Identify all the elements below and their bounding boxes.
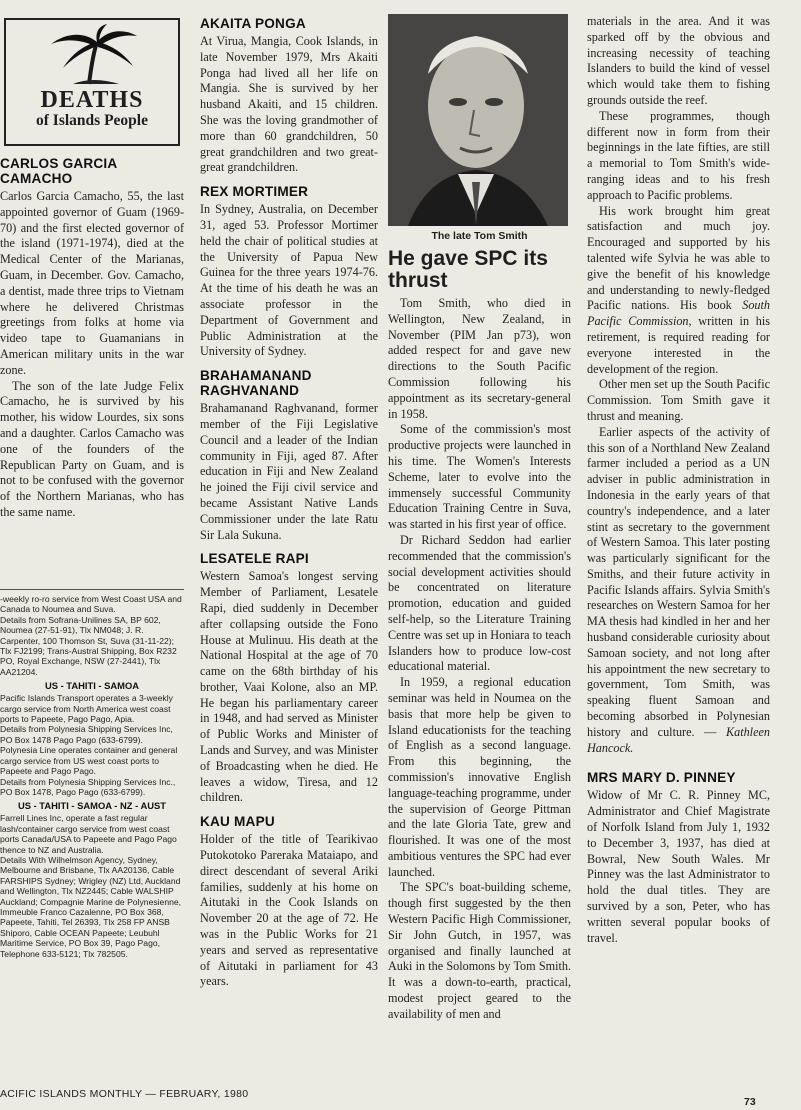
shipping-text: Details from Polynesia Shipping Services Inc., PO Box 1478, Pago Pago (633-6799). — [0, 776, 176, 797]
obituary-heading: KAU MAPU — [200, 814, 275, 830]
article-paragraph: Dr Richard Seddon had earlier recommended that the commission's social development activities should be concentrated on literature promotion, education and guided self-help, so the Literature Training Centre was set up in Honiara to teach Islanders how to produce low-cost educational material. — [388, 532, 571, 674]
obituary-paragraph: At Virua, Mangia, Cook Islands, in late November 1979, Mrs Akaiti Ponga had lived all her life on Mangia. She is survived by her husband Akaiti, and 15 children. She was the loving grandmother of more than 60 grandchildren, 50 great grandchildren and two great-great grandchildren. — [200, 34, 378, 175]
article-paragraph: The SPC's boat-building scheme, though first suggested by the then Western Pacific High Commissioner, Sir John Gutch, in 1957, was organised and finally launched at Auki in the Solomons by Tom Smith. It was a down-to-earth, practical, modest project geared to the availability of men and — [388, 880, 571, 1021]
article-paragraph: These programmes, though different now in form from their beginnings in the late fifties, are still a memorial to Tom Smith's wide-ranging ideas and to his fresh approach to Pacific problems. — [587, 108, 770, 202]
shipping-text: Farrell Lines Inc, operate a fast regular lash/container cargo service from west coast ports Canada/USA to Papeete and Pago Pago thence to NZ and Australia. — [0, 813, 177, 855]
column-4 — [587, 14, 770, 946]
page-number: 73 — [744, 1096, 756, 1108]
article-paragraph: In 1959, a regional education seminar was held in Noumea on the basis that more help be given to Island educationists for the teaching of English as a second language. From this beginning, the commission's innovative English language-teaching programme, under the supervision of George Pittman and the late Gloria Tate, grew and flourished. It was one of the most ambitious ventures the SPC had ever launched. — [388, 675, 571, 879]
shipping-text: Polynesia Line operates container and general cargo service from US west coast ports to Papeete and Pago Pago. — [0, 745, 178, 777]
article-paragraph — [587, 204, 770, 378]
deaths-subtitle: of Islands People — [36, 112, 148, 129]
obituary-paragraph: Widow of Mr C. R. Pinney MC, Administrator and Chief Magistrate of Norfolk Island from July 1, 1932 to December 3, 1937, has died at Bowral, New South Wales. Mr Pinney was the last Administrator to hold the dual titles. They are survived by a son, Peter, who has written several popular books of travel. — [587, 788, 770, 945]
obituary-paragraph: In Sydney, Australia, on December 31, aged 53. Professor Mortimer held the chair of political studies at the University of Papua New Guinea for the three years 1974-76. At the time of his death he was an associate professor in the Department of Government and Public Administration at the University of Sydney. — [200, 202, 378, 359]
page-footer-masthead: ACIFIC ISLANDS MONTHLY — FEBRUARY, 1980 — [0, 1088, 249, 1100]
article-author: Kathleen Hancock. — [587, 724, 770, 755]
column-1 — [0, 14, 184, 959]
deaths-title: DEATHS — [40, 87, 144, 113]
obituary-paragraph: The son of the late Judge Felix Camacho, he is survived by his mother, his widow Lourdes, six sons and a daughter. Carlos Camacho was one of the founders of the Republican Party on Guam, and is not to be confused with the governor of the Northern Marianas, who has the same name. — [0, 378, 184, 519]
obituary-paragraph: Carlos Garcia Camacho, 55, the last appointed governor of Guam (1969-70) and the first elected governor of the island (1971-1974), died at the Medical Center of the Marianas, Guam, in December. Gov. Camacho, a dentist, made three trips to Vietnam where he delivered Christmas greetings from folks at home via video tape to Guamanians in American military units in the war zone. — [0, 189, 184, 377]
shipping-heading: US - TAHITI - SAMOA - NZ - AUST — [17, 800, 167, 812]
article-paragraph: materials in the area. And it was sparked off by the obvious and increasing necessity of teaching Islanders to build the kind of vessel which would take them to fishing grounds outside the reef. — [587, 14, 770, 107]
article-text: His work brought him great satisfaction and much joy. Encouraged and supported by his talented wife Sylvia he was able to give the benefit of his knowledge and understanding to newly-fledged Pacific nations. His book — [587, 203, 770, 313]
article-headline: He gave SPC its thrust — [388, 247, 548, 292]
obituary-paragraph: Brahamanand Raghvanand, former member of the Fiji Legislative Council and a leader of the Indian community in Fiji, aged 87. After education in Fiji and New Zealand he joined the Fiji civil service and became Assistant Native Lands Commissioner under the late Ratu Sir Lala Sukuna. — [200, 401, 378, 542]
photo-caption: The late Tom Smith — [431, 230, 528, 242]
column-2 — [200, 14, 378, 990]
shipping-text: Pacific Islands Transport operates a 3-weekly cargo service from North America west coast ports to Papeete, Pago Pago, Apia. — [0, 693, 173, 725]
article-paragraph — [587, 425, 770, 757]
portrait-image — [388, 14, 568, 226]
shipping-text: -weekly ro-ro service from West Coast USA and Canada to Noumea and Suva. — [0, 594, 182, 615]
column-3 — [388, 14, 571, 1023]
obituary-heading: BRAHAMANAND RAGHVANAND — [200, 368, 312, 399]
obituary-heading: CARLOS GARCIA CAMACHO — [0, 156, 117, 186]
obituary-paragraph: Holder of the title of Tearikivao Putokotoko Pareraka Mataiapo, and direct descendant of several Ariki families, suddenly at his home on Aitutaki in the Cook Islands on November 20 at the age of 72. He was in the Public Works for 21 years and served as representative of Aitutaki in parliament for 43 years. — [200, 832, 378, 989]
shipping-services-box — [0, 589, 184, 959]
shipping-text: Details from Sofrana-Unilines SA, BP 602, Noumea (27-51-91), Tlx NM048; J. R. Carpenter, 100 Thomson St, Suva (31-11-22); Tlx FJ2199; Trans-Austral Shipping, Box R232 PO, Royal Exchange, NSW (27-2441), Tlx AA21204. — [0, 614, 177, 677]
palm-tree-icon — [37, 24, 147, 86]
article-paragraph: Other men set up the South Pacific Commission. Tom Smith gave it thrust and meaning. — [587, 377, 770, 423]
obituary-heading: AKAITA PONGA — [200, 16, 306, 31]
article-text: , written in his retirement, is required reading for everyone interested in the development of the region. — [587, 314, 770, 376]
portrait-photo — [388, 14, 568, 226]
obituary-heading: LESATELE RAPI — [200, 551, 309, 567]
article-paragraph: Some of the commission's most productive projects were launched in his time. The Women's Interests Scheme, later to evolve into the immensely successful Community Education Training Centre in Suva, was started in his first year of office. — [388, 422, 571, 532]
shipping-text: Details from Polynesia Shipping Services Inc, PO Box 1478 Pago Pago (633-6799). — [0, 724, 173, 745]
article-paragraph: Tom Smith, who died in Wellington, New Zealand, in November (PIM Jan p73), won added respect for and gave new directions to the South Pacific Commission following his appointment as its secretary-general in 1958. — [388, 296, 571, 421]
shipping-text: Details With Wilhelmson Agency, Sydney, Melbourne and Brisbane, Tlx AA20136, Cable FARSHIPS Sydney; Wrigley (NZ) Ltd, Auckland and Wellington, Tlx NZ2445; Cable WALSHIP Auckland; Compagnie Marine de Polynesienne, Immeuble Franco Cazalenne, PO Box 368, Papeete, Tahiti, Tel 26393, Tlx 258 FP ANSB Shiporo, Cable OCEAN Papeete; Leubuhl Maritime Service, PO Box 39, Pago Pago, Telephone 633-5121; Tlx 782505. — [0, 854, 182, 959]
obituary-paragraph: Western Samoa's longest serving Member of Parliament, Lesatele Rapi, died suddenly in December after collapsing outside the Fono House at Mulinuu. His death at the National Hospital at the age of 70 came on the 68th birthday of his brother, Vaai Kolone, also an MP. He began his parliamentary career in 1948, and had served as Minister of Public Works and Minister of Lands and Survey, and was Minister of Broadcasting when he died. He leaves a widow, Tiresa, and 12 children. — [200, 569, 378, 805]
obituary-heading: MRS MARY D. PINNEY — [587, 770, 736, 786]
shipping-heading: US - TAHITI - SAMOA — [44, 680, 140, 692]
book-title: South Pacific Commission — [587, 298, 770, 329]
deaths-header-box — [4, 18, 180, 146]
article-text: Earlier aspects of the activity of this son of a Northland New Zealand farmer included a period as a UN adviser in public administration in Indonesia in the early years of that country's independence, and a later stint as secretary to the government of Western Samoa. This later posting was particularly significant for the Smiths, and their future activity in Pacific Islands affairs. Sylvia Smith's researches on Western Samoa for her MA thesis had kindled in her and her husband considerable curiosity about Samoan society, and not long after his appointment the new secretary to government, Tom Smith, was speaking fluent Samoan and becoming absorbed in Polynesian history and culture. — — [587, 424, 770, 739]
obituary-heading: REX MORTIMER — [200, 184, 309, 200]
